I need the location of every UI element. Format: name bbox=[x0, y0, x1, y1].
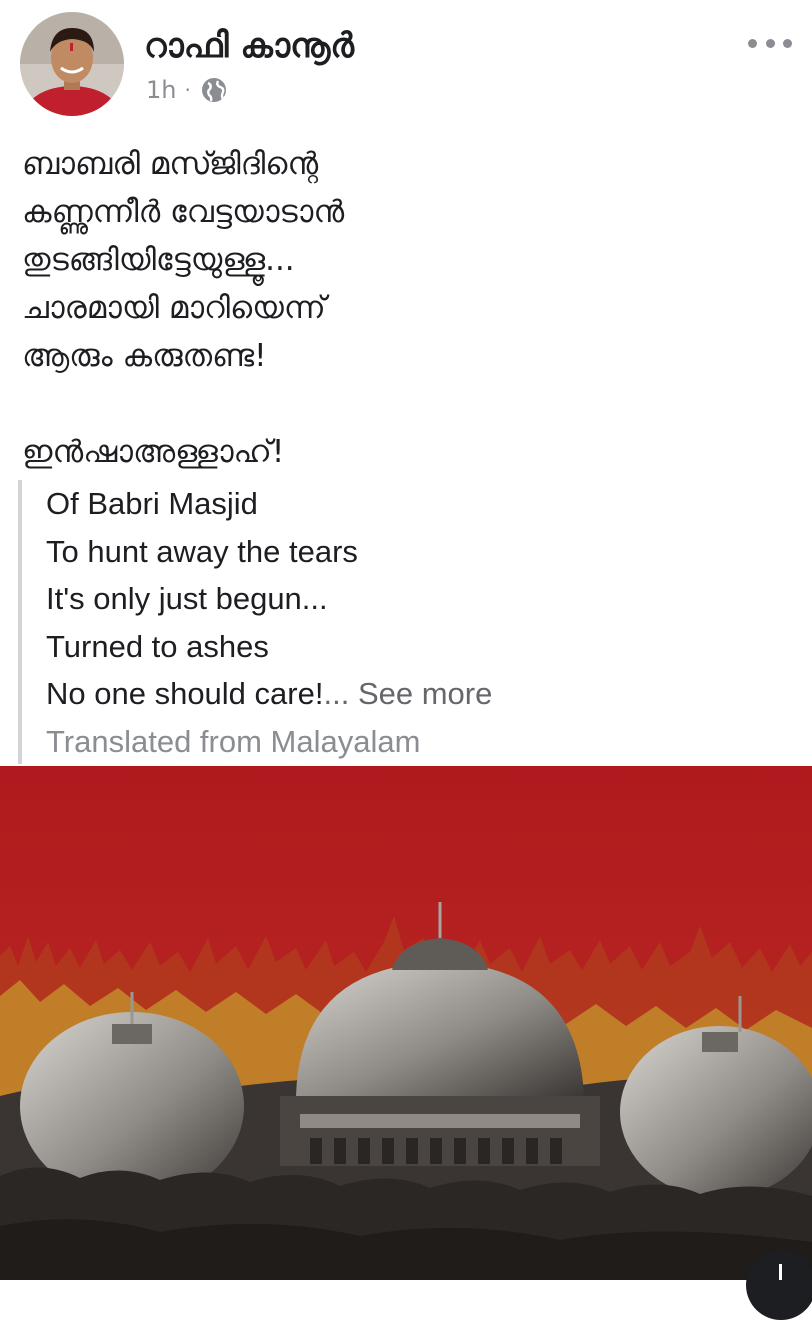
more-horizontal-icon bbox=[748, 39, 757, 48]
meta-separator: · bbox=[184, 78, 191, 102]
translation-line: No one should care! bbox=[46, 676, 324, 711]
author-name[interactable]: റാഫി കാനൂർ bbox=[144, 26, 355, 66]
post-time[interactable]: 1h bbox=[146, 76, 177, 104]
author-avatar[interactable] bbox=[20, 12, 124, 116]
original-line: ബാബരി മസ്ജിദിന്റെ bbox=[22, 146, 319, 182]
translation-last-line bbox=[46, 670, 798, 718]
post-meta bbox=[146, 74, 229, 106]
translation-line: To hunt away the tears bbox=[46, 533, 358, 569]
post-original-text bbox=[22, 140, 782, 476]
post-image[interactable] bbox=[0, 766, 812, 1280]
original-line: ആരും കരുതണ്ട! bbox=[22, 338, 267, 374]
original-line: കണ്ണുന്നീർ വേട്ടയാടാൻ bbox=[22, 194, 345, 230]
translation-line: Turned to ashes bbox=[46, 628, 269, 664]
translated-from-note[interactable]: Translated from Malayalam bbox=[46, 723, 421, 759]
ellipsis: ... bbox=[323, 676, 350, 711]
paragraph-gap bbox=[22, 380, 782, 428]
arrow-icon bbox=[779, 1264, 782, 1280]
original-line: തുടങ്ങിയിട്ടേയുള്ളൂ... bbox=[22, 242, 295, 278]
translation-line: It's only just begun... bbox=[46, 581, 328, 616]
more-options-button[interactable] bbox=[748, 30, 792, 56]
image-action-button[interactable] bbox=[746, 1250, 812, 1320]
translation-line: Of Babri Masjid bbox=[46, 486, 258, 521]
original-closing: ഇൻഷാഅള്ളാഹ്! bbox=[22, 434, 285, 470]
original-line: ചാരമായി മാറിയെന്ന് bbox=[22, 290, 326, 326]
translation-block bbox=[18, 480, 798, 764]
see-more-link[interactable]: See more bbox=[357, 676, 493, 711]
globe-icon[interactable] bbox=[199, 75, 229, 105]
